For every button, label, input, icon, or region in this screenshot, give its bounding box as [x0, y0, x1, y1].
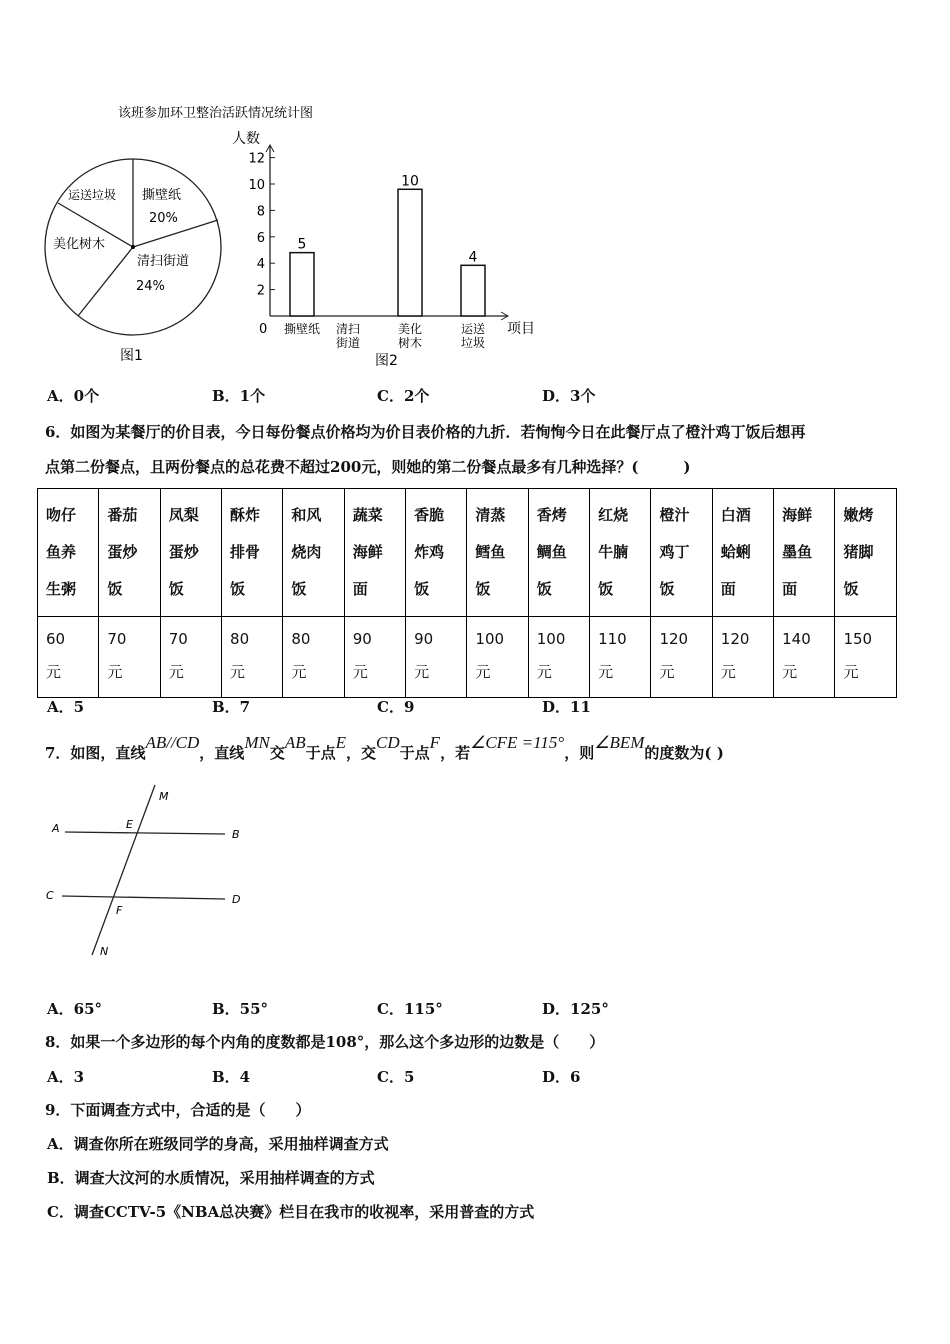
x-axis-label: 项目 — [507, 321, 535, 337]
bar — [290, 253, 314, 316]
price-line: 70 — [107, 630, 127, 648]
menu-item-price — [344, 617, 405, 698]
menu-item-price — [774, 617, 835, 698]
menu-item-name — [712, 489, 773, 617]
name-line: 蔬菜 — [352, 506, 383, 524]
label-e: E — [126, 818, 133, 831]
q5-option-d[interactable]: D．3个 — [542, 387, 596, 405]
q9-option-c[interactable]: C．调查CCTV-5《NBA总决赛》栏目在我市的收视率，采用普查的方式 — [47, 1203, 535, 1221]
q7-text-part: 7．如图，直线 — [45, 744, 146, 762]
q6-option-b[interactable]: B．7 — [212, 698, 251, 716]
label-a: A — [52, 822, 60, 835]
menu-item-price — [283, 617, 344, 698]
q7-text-part: 于点 — [305, 744, 336, 762]
name-line: 牛腩 — [598, 543, 629, 561]
q7-text-part: 交 — [269, 744, 285, 762]
x-tick-label: 撕壁纸 — [283, 322, 321, 336]
price-line: 元 — [536, 663, 552, 681]
pie-value: 20% — [149, 211, 178, 226]
q8-option-b[interactable]: B．4 — [212, 1068, 251, 1086]
math-expression: F — [429, 733, 441, 752]
name-line: 饭 — [536, 580, 552, 598]
line-ab — [65, 832, 225, 834]
q7-text-part: ，交 — [346, 744, 377, 762]
name-line: 香烤 — [536, 506, 567, 524]
math-expression: AB — [284, 733, 306, 752]
name-line: 炸鸡 — [414, 543, 445, 561]
name-line: 凤梨 — [168, 506, 199, 524]
name-line: 海鲜 — [782, 506, 813, 524]
name-line: 橙汁 — [659, 506, 690, 524]
name-line: 饭 — [475, 580, 491, 598]
q7-text-part: 于点 — [399, 744, 430, 762]
line-cd — [62, 896, 225, 899]
price-line: 100 — [536, 630, 566, 648]
pie-caption: 图1 — [120, 348, 143, 364]
q9-option-a[interactable]: A．调查你所在班级同学的身高，采用抽样调查方式 — [47, 1135, 389, 1153]
q7-option-c[interactable]: C．115° — [377, 1000, 443, 1018]
name-line: 生粥 — [46, 580, 77, 598]
q6-option-a[interactable]: A．5 — [47, 698, 85, 716]
line-mn — [92, 785, 155, 955]
statistics-figure — [0, 0, 560, 380]
y-tick-label: 8 — [256, 204, 265, 220]
price-line: 元 — [414, 663, 430, 681]
q6-text-line1: 6．如图为某餐厅的价目表，今日每份餐点价格均为价目表价格的九折．若恂恂今日在此餐厅点了橙汁鸡丁饭后想再 — [45, 423, 806, 441]
price-line: 90 — [414, 630, 434, 648]
menu-item-name — [774, 489, 835, 617]
label-d: D — [232, 893, 241, 906]
bar-caption: 图2 — [375, 353, 398, 369]
y-tick-label: 6 — [256, 230, 265, 246]
name-line: 面 — [720, 580, 736, 598]
price-line: 元 — [107, 663, 123, 681]
name-line: 烧肉 — [291, 543, 322, 561]
name-line: 墨鱼 — [782, 543, 813, 561]
menu-item-name — [160, 489, 221, 617]
math-expression: AB//CD — [145, 733, 200, 752]
y-tick-label: 12 — [248, 151, 265, 167]
menu-item-price — [651, 617, 712, 698]
name-line: 番茄 — [107, 506, 138, 524]
menu-item-price — [590, 617, 651, 698]
price-line: 150 — [843, 630, 873, 648]
q7-option-d[interactable]: D．125° — [542, 1000, 609, 1018]
name-line: 鳕鱼 — [475, 543, 506, 561]
name-line: 香脆 — [414, 506, 445, 524]
name-line: 饭 — [659, 580, 675, 598]
name-line: 面 — [782, 580, 798, 598]
x-tick-label: 树木 — [397, 336, 423, 350]
pie-label: 撕壁纸 — [142, 188, 182, 203]
menu-item-name — [38, 489, 99, 617]
q5-option-a[interactable]: A．0个 — [47, 387, 100, 405]
name-line: 饭 — [414, 580, 430, 598]
menu-item-price — [160, 617, 221, 698]
math-expression: ∠BEM — [594, 733, 645, 752]
menu-item-price — [222, 617, 283, 698]
q5-option-c[interactable]: C．2个 — [377, 387, 430, 405]
q5-option-b[interactable]: B．1个 — [212, 387, 266, 405]
q9-option-b[interactable]: B．调查大汶河的水质情况，采用抽样调查的方式 — [47, 1169, 375, 1187]
price-line: 元 — [843, 663, 859, 681]
pie-label: 美化树木 — [53, 237, 106, 252]
menu-item-name — [222, 489, 283, 617]
price-line: 元 — [659, 663, 675, 681]
name-line: 猪脚 — [843, 543, 874, 561]
q6-option-c[interactable]: C．9 — [377, 698, 415, 716]
x-tick-label: 街道 — [335, 336, 361, 350]
pie-label: 运送垃圾 — [68, 188, 117, 202]
menu-item-price — [835, 617, 897, 698]
menu-item-price — [406, 617, 467, 698]
price-line: 70 — [168, 630, 188, 648]
bar-value-label: 5 — [297, 236, 307, 253]
name-line: 鲷鱼 — [536, 543, 567, 561]
q7-text-part: ，则 — [564, 744, 595, 762]
bar-value-label: 4 — [468, 249, 478, 266]
menu-item-name — [590, 489, 651, 617]
origin-label: 0 — [259, 322, 268, 337]
price-line: 元 — [720, 663, 736, 681]
q7-option-a[interactable]: A．65° — [47, 1000, 103, 1018]
bar — [461, 265, 485, 316]
name-line: 鸡丁 — [659, 543, 690, 561]
math-expression: MN — [244, 733, 270, 752]
q8-option-a[interactable]: A．3 — [47, 1068, 85, 1086]
math-expression: E — [335, 733, 347, 752]
name-line: 饭 — [168, 580, 184, 598]
name-line: 面 — [352, 580, 368, 598]
menu-item-name — [283, 489, 344, 617]
bar — [398, 189, 422, 316]
label-b: B — [232, 828, 240, 841]
label-m: M — [159, 790, 169, 803]
price-line: 元 — [782, 663, 798, 681]
price-line: 80 — [230, 630, 250, 648]
q8-option-d[interactable]: D．6 — [542, 1068, 581, 1086]
menu-item-price — [38, 617, 99, 698]
price-line: 100 — [475, 630, 505, 648]
bar-value-label: 10 — [401, 173, 419, 190]
math-expression: ∠CFE =115° — [470, 733, 565, 752]
price-line: 120 — [659, 630, 689, 648]
price-line: 元 — [475, 663, 491, 681]
q7-text — [45, 733, 724, 763]
price-line: 元 — [291, 663, 307, 681]
menu-item-price — [99, 617, 160, 698]
parallel-lines-figure — [40, 780, 260, 965]
price-line: 元 — [352, 663, 368, 681]
price-line: 110 — [598, 630, 627, 648]
q7-text-part: 的度数为( ) — [644, 744, 724, 762]
q6-text-line2: 点第二份餐点，且两份餐点的总花费不超过200元，则她的第二份餐点最多有几种选择？( ) — [45, 458, 691, 476]
menu-item-name — [406, 489, 467, 617]
pie-value: 24% — [136, 279, 165, 294]
price-line: 元 — [230, 663, 246, 681]
name-line: 排骨 — [230, 543, 261, 561]
price-line: 120 — [720, 630, 750, 648]
menu-item-price — [528, 617, 589, 698]
menu-item-name — [835, 489, 897, 617]
name-line: 海鲜 — [352, 543, 383, 561]
label-f: F — [116, 904, 123, 917]
bar-chart — [232, 130, 535, 369]
name-line: 吻仔 — [46, 506, 77, 524]
pie-title: 该班参加环卫整治活跃情况统计图 — [118, 106, 314, 121]
menu-item-name — [99, 489, 160, 617]
y-tick-label: 2 — [256, 283, 265, 299]
y-tick-label: 4 — [256, 257, 265, 273]
menu-item-price — [712, 617, 773, 698]
menu-item-name — [344, 489, 405, 617]
menu-item-name — [467, 489, 528, 617]
name-line: 和风 — [291, 506, 322, 524]
name-line: 蛋炒 — [107, 543, 138, 561]
x-tick-label: 垃圾 — [460, 336, 486, 350]
x-tick-label: 清扫 — [335, 322, 361, 336]
name-line: 清蒸 — [475, 506, 506, 524]
name-line: 酥炸 — [230, 506, 261, 524]
q9-text: 9．下面调查方式中，合适的是（ ） — [45, 1101, 311, 1119]
x-tick-label: 美化 — [397, 322, 423, 336]
name-line: 饭 — [843, 580, 859, 598]
pie-label: 清扫街道 — [137, 254, 190, 269]
y-tick-label: 10 — [248, 178, 265, 193]
label-n: N — [100, 945, 109, 958]
name-line: 饭 — [598, 580, 614, 598]
name-line: 饭 — [291, 580, 307, 598]
price-line: 60 — [46, 630, 66, 648]
price-line: 元 — [598, 663, 614, 681]
q7-text-part: ，直线 — [199, 744, 245, 762]
q7-text-part: ，若 — [440, 744, 471, 762]
math-expression: CD — [376, 733, 400, 752]
name-line: 饭 — [230, 580, 246, 598]
menu-item-name — [651, 489, 712, 617]
price-line: 90 — [352, 630, 372, 648]
pie-divider — [78, 247, 133, 316]
price-table — [37, 488, 897, 698]
price-line: 元 — [46, 663, 62, 681]
menu-item-name — [528, 489, 589, 617]
q6-option-d[interactable]: D．11 — [542, 698, 591, 716]
name-line: 红烧 — [598, 506, 629, 524]
price-line: 80 — [291, 630, 311, 648]
menu-item-price — [467, 617, 528, 698]
q8-text: 8．如果一个多边形的每个内角的度数都是108°，那么这个多边形的边数是（ ） — [45, 1033, 605, 1051]
x-tick-label: 运送 — [460, 322, 486, 336]
name-line: 白酒 — [720, 506, 751, 524]
name-line: 饭 — [107, 580, 123, 598]
name-line: 鱼养 — [46, 543, 77, 561]
label-c: C — [46, 889, 54, 902]
y-axis-label: 人数 — [232, 131, 260, 147]
pie-center — [131, 245, 135, 249]
price-line: 元 — [168, 663, 184, 681]
name-line: 嫩烤 — [843, 506, 874, 524]
q8-option-c[interactable]: C．5 — [377, 1068, 415, 1086]
price-line: 140 — [782, 630, 811, 648]
q7-option-b[interactable]: B．55° — [212, 1000, 269, 1018]
name-line: 蛤蜊 — [720, 543, 751, 561]
name-line: 蛋炒 — [168, 543, 199, 561]
